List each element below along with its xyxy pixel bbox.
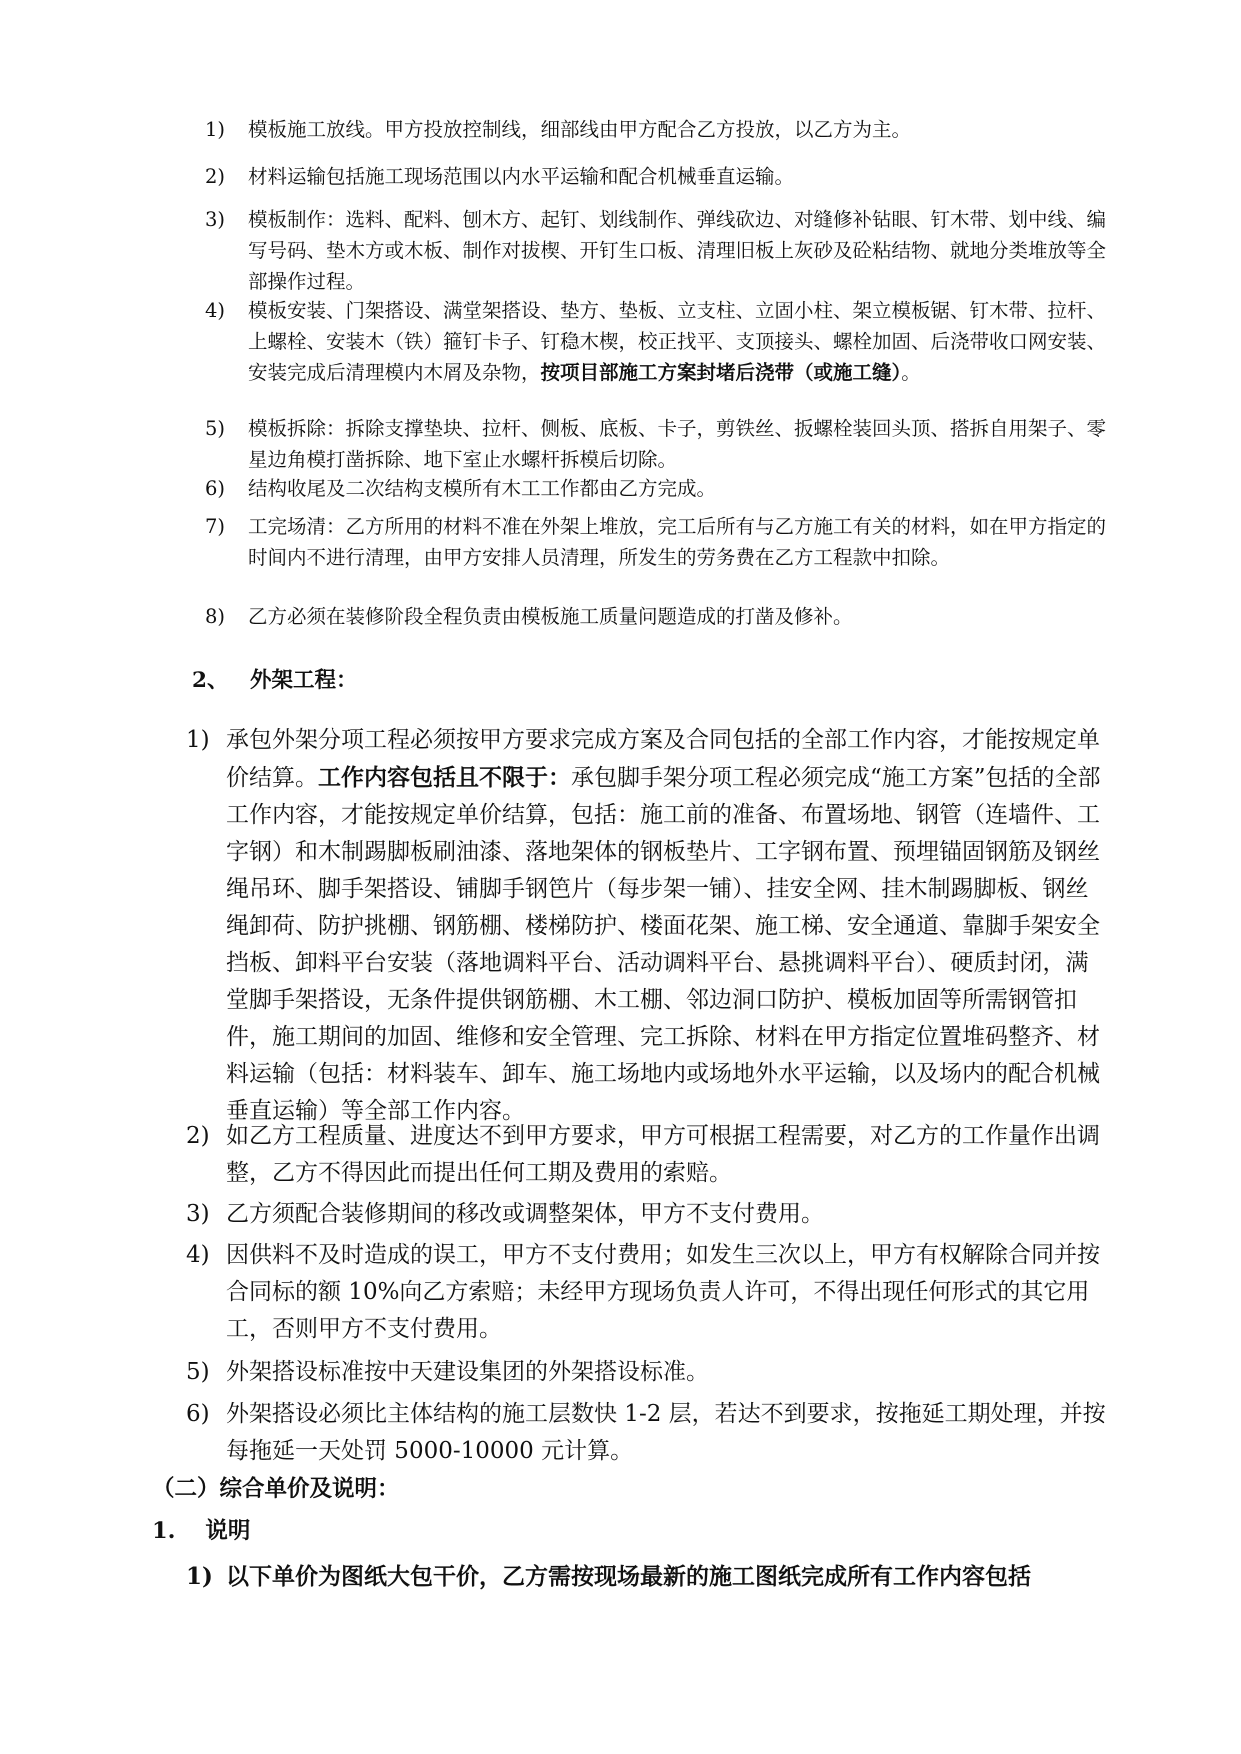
item-number: 2) [205, 165, 226, 188]
item-number: 6) [205, 477, 226, 500]
section-heading [152, 1471, 400, 1503]
item-number: 8) [205, 605, 226, 628]
heading-title: （二）综合单价及说明： [152, 1476, 400, 1502]
list-item [205, 511, 1110, 573]
item-text-bold: 按项目部施工方案封堵后浇带（或施工缝） [540, 361, 902, 384]
list-item [186, 1118, 1110, 1192]
item-text [248, 295, 1110, 388]
item-number: 6) [186, 1401, 210, 1427]
item-text: 模板拆除：拆除支撑垫块、拉杆、侧板、底板、卡子，剪铁丝、扳螺栓装回头顶、搭拆自用架子、零星边角模打凿拆除、地下室止水螺杆拆模后切除。 [248, 417, 1107, 471]
list-item [186, 1237, 1110, 1348]
item-number: 5) [205, 417, 226, 440]
item-text-rest: 承包脚手架分项工程必须完成“施工方案”包括的全部工作内容，才能按规定单价结算，包括：施工前的准备、布置场地、钢管（连墙件、工字钢）和木制踢脚板刷油漆、落地架体的钢板垫片、工字钢布置、预埋锚固钢筋及钢丝绳吊环、脚手架搭设、铺脚手钢笆片（每步架一铺）、挂安全网、挂木制踢脚板、钢丝绳卸荷、防护挑棚、钢筋棚、楼梯防护、楼面花架、施工梯、安全通道、靠脚手架安全挡板、卸料平台安装（落地调料平台、活动调料平台、悬挑调料平台）、硬质封闭，满堂脚手架搭设，无条件提供钢筋棚、木工棚、邻边洞口防护、模板加固等所需钢管扣件，施工期间的加固、维修和安全管理、完工拆除、材料在甲方指定位置堆码整齐、材料运输（包括：材料装车、卸车、施工场地内或场地外水平运输，以及场内的配合机械垂直运输）等全部工作内容。 [226, 765, 1101, 1124]
item-text: 因供料不及时造成的误工，甲方不支付费用；如发生三次以上，甲方有权解除合同并按合同标的额 10%向乙方索赔；未经甲方现场负责人许可，不得出现任何形式的其它用工，否则甲方不支付费用。 [226, 1242, 1100, 1342]
list-item [205, 413, 1110, 475]
item-text: 材料运输包括施工现场范围以内水平运输和配合机械垂直运输。 [248, 165, 795, 188]
list-item [205, 161, 1110, 192]
item-text: 以下单价为图纸大包干价，乙方需按现场最新的施工图纸完成所有工作内容包括 [226, 1563, 1031, 1590]
item-number: 7) [205, 515, 226, 538]
item-text: 如乙方工程质量、进度达不到甲方要求，甲方可根据工程需要，对乙方的工作量作出调整，乙方不得因此而提出任何工期及费用的索赔。 [226, 1123, 1100, 1186]
list-item [186, 1354, 1110, 1391]
item-number: 3) [186, 1201, 210, 1227]
item-text: 工完场清：乙方所用的材料不准在外架上堆放，完工后所有与乙方施工有关的材料，如在甲方指定的时间内不进行清理，由甲方安排人员清理，所发生的劳务费在乙方工程款中扣除。 [248, 515, 1107, 569]
list-item [205, 114, 1110, 145]
item-text-bold: 工作内容包括且不限于： [318, 764, 571, 791]
item-number: 1) [186, 1563, 213, 1590]
list-item [205, 601, 1110, 632]
item-text: 模板施工放线。甲方投放控制线，细部线由甲方配合乙方投放，以乙方为主。 [248, 118, 912, 141]
item-number: 5) [186, 1359, 210, 1385]
item-text-plain: 承包外架分项工程必须按甲方要求完成方案及合同包括的全部工作内容，才能按规定单价结算。 [226, 727, 1100, 791]
heading-number: 2、 [192, 668, 229, 693]
item-text: 结构收尾及二次结构支模所有木工工作都由乙方完成。 [248, 477, 717, 500]
list-item [186, 722, 1110, 1130]
item-number: 1) [186, 727, 210, 753]
item-text: 模板制作：选料、配料、刨木方、起钉、划线制作、弹线砍边、对缝修补钻眼、钉木带、划中线、编写号码、垫木方或木板、制作对拔楔、开钉生口板、清理旧板上灰砂及砼粘结物、就地分类堆放等全部操作过程。 [248, 208, 1107, 293]
item-text-plain: 模板安装、门架搭设、满堂架搭设、垫方、垫板、立支柱、立固小柱、架立模板锯、钉木带、拉杆、上螺栓、安装木（铁）箍钉卡子、钉稳木楔，校正找平、支顶接头、螺栓加固、后浇带收口网安装、安装完成后清理模内木屑及杂物， [248, 299, 1107, 384]
list-item [186, 1396, 1110, 1470]
section-heading [192, 663, 357, 694]
item-text: 外架搭设必须比主体结构的施工层数快 1-2 层，若达不到要求，按拖延工期处理，并按每拖延一天处罚 5000-10000 元计算。 [226, 1401, 1106, 1464]
item-text: 乙方须配合装修期间的移改或调整架体，甲方不支付费用。 [226, 1201, 824, 1227]
list-item [186, 1196, 1110, 1233]
item-text: 外架搭设标准按中天建设集团的外架搭设标准。 [226, 1359, 709, 1385]
subsection-heading [152, 1513, 250, 1545]
list-item [205, 204, 1110, 297]
heading-title: 说明 [205, 1518, 251, 1544]
list-item [186, 1558, 1110, 1595]
list-item [205, 295, 1110, 388]
heading-title: 外架工程： [249, 668, 358, 693]
heading-number: 1. [152, 1518, 176, 1544]
item-number: 2) [186, 1123, 210, 1149]
item-number: 4) [205, 299, 226, 322]
item-number: 1) [205, 118, 226, 141]
item-number: 4) [186, 1242, 210, 1268]
item-text: 乙方必须在装修阶段全程负责由模板施工质量问题造成的打凿及修补。 [248, 605, 853, 628]
list-item [205, 473, 1110, 504]
item-number: 3) [205, 208, 226, 231]
item-text-tail: 。 [901, 361, 921, 384]
item-text [226, 722, 1110, 1130]
